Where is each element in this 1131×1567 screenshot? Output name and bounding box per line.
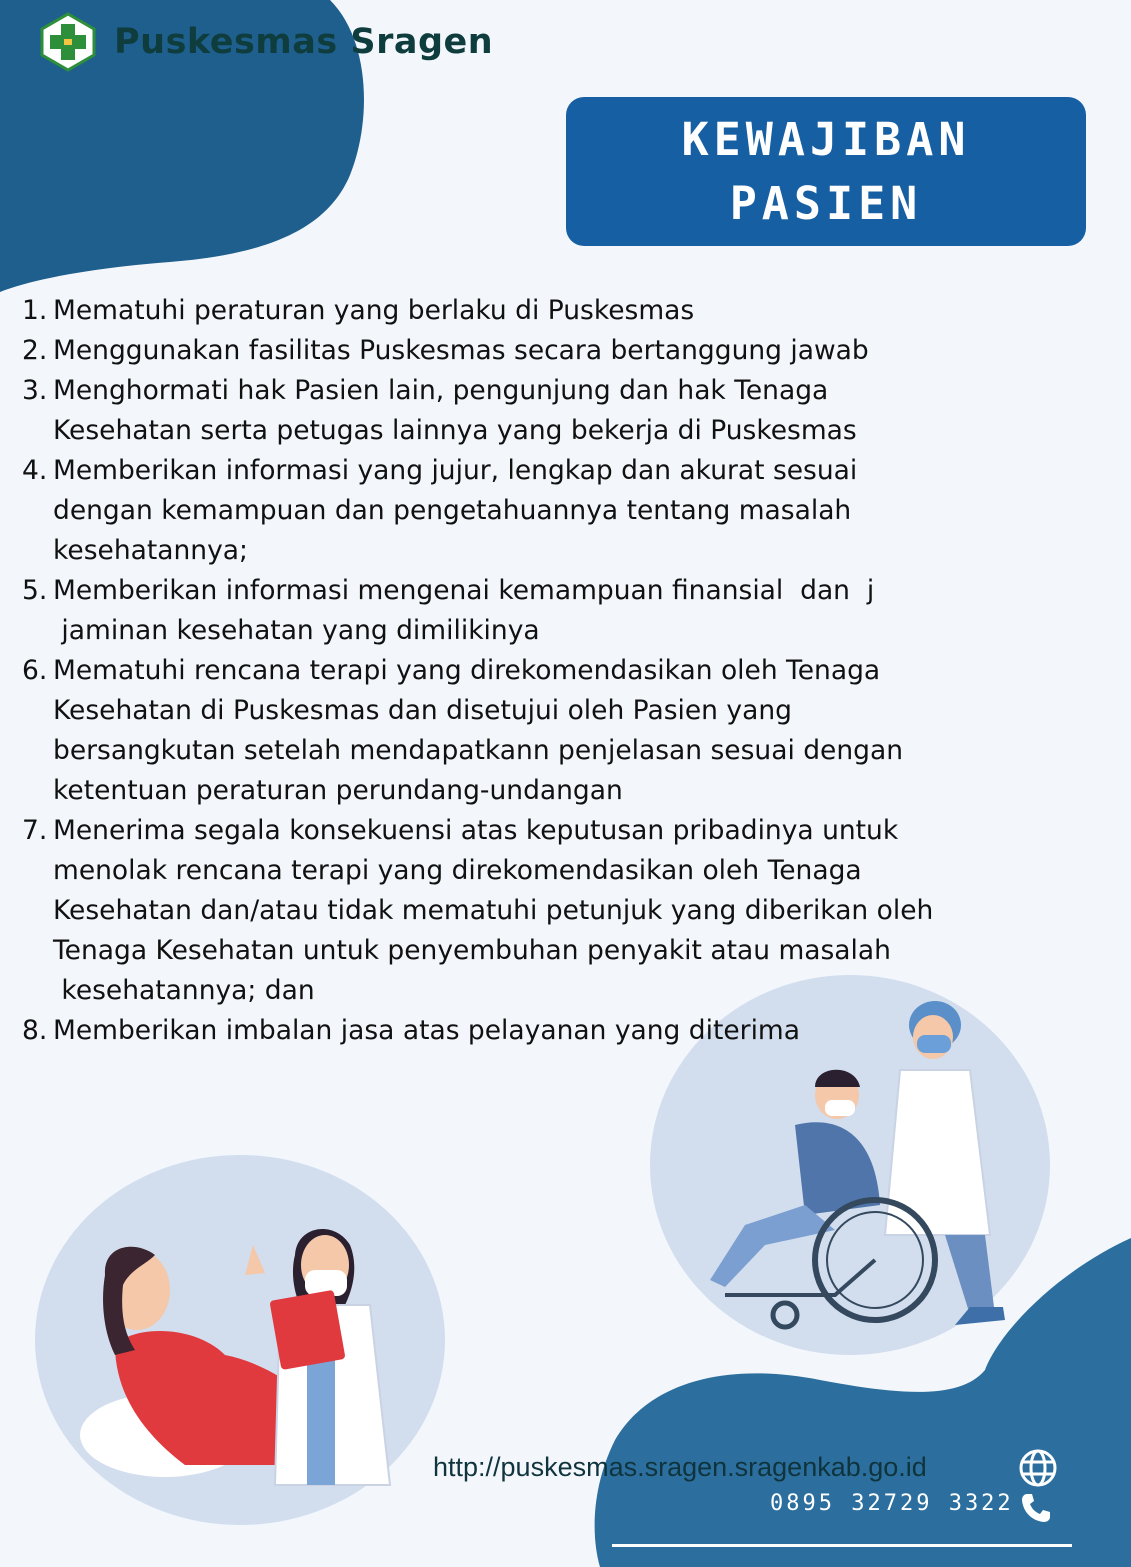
- footer-divider: [612, 1544, 1072, 1547]
- title-line-2: PASIEN: [729, 176, 923, 230]
- obligation-line: Memberikan informasi yang jujur, lengkap dan akurat sesuai: [53, 455, 858, 486]
- obligation-item: [22, 331, 1022, 371]
- obligation-line: Kesehatan di Puskesmas dan disetujui oleh Pasien yang: [53, 695, 792, 726]
- obligation-line: ketentuan peraturan perundang-undangan: [53, 775, 623, 806]
- brand-name: Puskesmas Sragen: [114, 22, 494, 62]
- obligation-number: 7.: [22, 815, 48, 846]
- obligation-number: 4.: [22, 455, 48, 486]
- obligation-item: [22, 1011, 1022, 1051]
- obligation-item: [22, 451, 1022, 571]
- obligation-item: [22, 571, 1022, 651]
- obligation-line: Memberikan informasi mengenai kemampuan finansial dan j: [53, 575, 875, 606]
- obligation-number: 3.: [22, 375, 48, 406]
- obligation-line: bersangkutan setelah mendapatkann penjelasan sesuai dengan: [53, 735, 904, 766]
- obligation-line: Menggunakan fasilitas Puskesmas secara bertanggung jawab: [53, 335, 869, 366]
- obligation-line: kesehatannya;: [53, 535, 248, 566]
- obligation-item: [22, 371, 1022, 451]
- website-url[interactable]: http://puskesmas.sragen.sragenkab.go.id: [433, 1452, 927, 1482]
- obligation-line: Menerima segala konsekuensi atas keputusan pribadinya untuk: [53, 815, 899, 846]
- obligation-item: [22, 811, 1022, 1011]
- obligations-list: [22, 291, 1022, 1051]
- title-box: [566, 97, 1086, 246]
- obligation-number: 2.: [22, 335, 48, 366]
- obligation-line: Mematuhi peraturan yang berlaku di Puskesmas: [53, 295, 695, 326]
- obligation-number: 8.: [22, 1015, 48, 1046]
- obligation-line: jaminan kesehatan yang dimilikinya: [53, 615, 540, 646]
- globe-icon: [1018, 1448, 1058, 1488]
- obligation-line: dengan kemampuan dan pengetahuannya tentang masalah: [53, 495, 852, 526]
- obligation-line: Kesehatan serta petugas lainnya yang bekerja di Puskesmas: [53, 415, 857, 446]
- obligation-number: 6.: [22, 655, 48, 686]
- patient-doctor-illustration: [75, 1175, 435, 1495]
- obligation-line: Memberikan imbalan jasa atas pelayanan yang diterima: [53, 1015, 800, 1046]
- obligation-number: 5.: [22, 575, 48, 606]
- phone-number[interactable]: 0895 32729 3322: [770, 1491, 1014, 1516]
- obligation-item: [22, 651, 1022, 811]
- obligation-line: kesehatannya; dan: [53, 975, 315, 1006]
- obligation-number: 1.: [22, 295, 48, 326]
- obligation-item: [22, 291, 1022, 331]
- obligation-line: Menghormati hak Pasien lain, pengunjung dan hak Tenaga: [53, 375, 829, 406]
- title-line-1: KEWAJIBAN: [681, 112, 971, 166]
- obligation-line: Mematuhi rencana terapi yang direkomendasikan oleh Tenaga: [53, 655, 881, 686]
- puskesmas-logo-icon: [38, 12, 98, 72]
- obligation-line: menolak rencana terapi yang direkomendasikan oleh Tenaga: [53, 855, 862, 886]
- phone-icon: [1020, 1492, 1052, 1524]
- obligation-line: Tenaga Kesehatan untuk penyembuhan penyakit atau masalah: [53, 935, 891, 966]
- obligation-line: Kesehatan dan/atau tidak mematuhi petunjuk yang diberikan oleh: [53, 895, 934, 926]
